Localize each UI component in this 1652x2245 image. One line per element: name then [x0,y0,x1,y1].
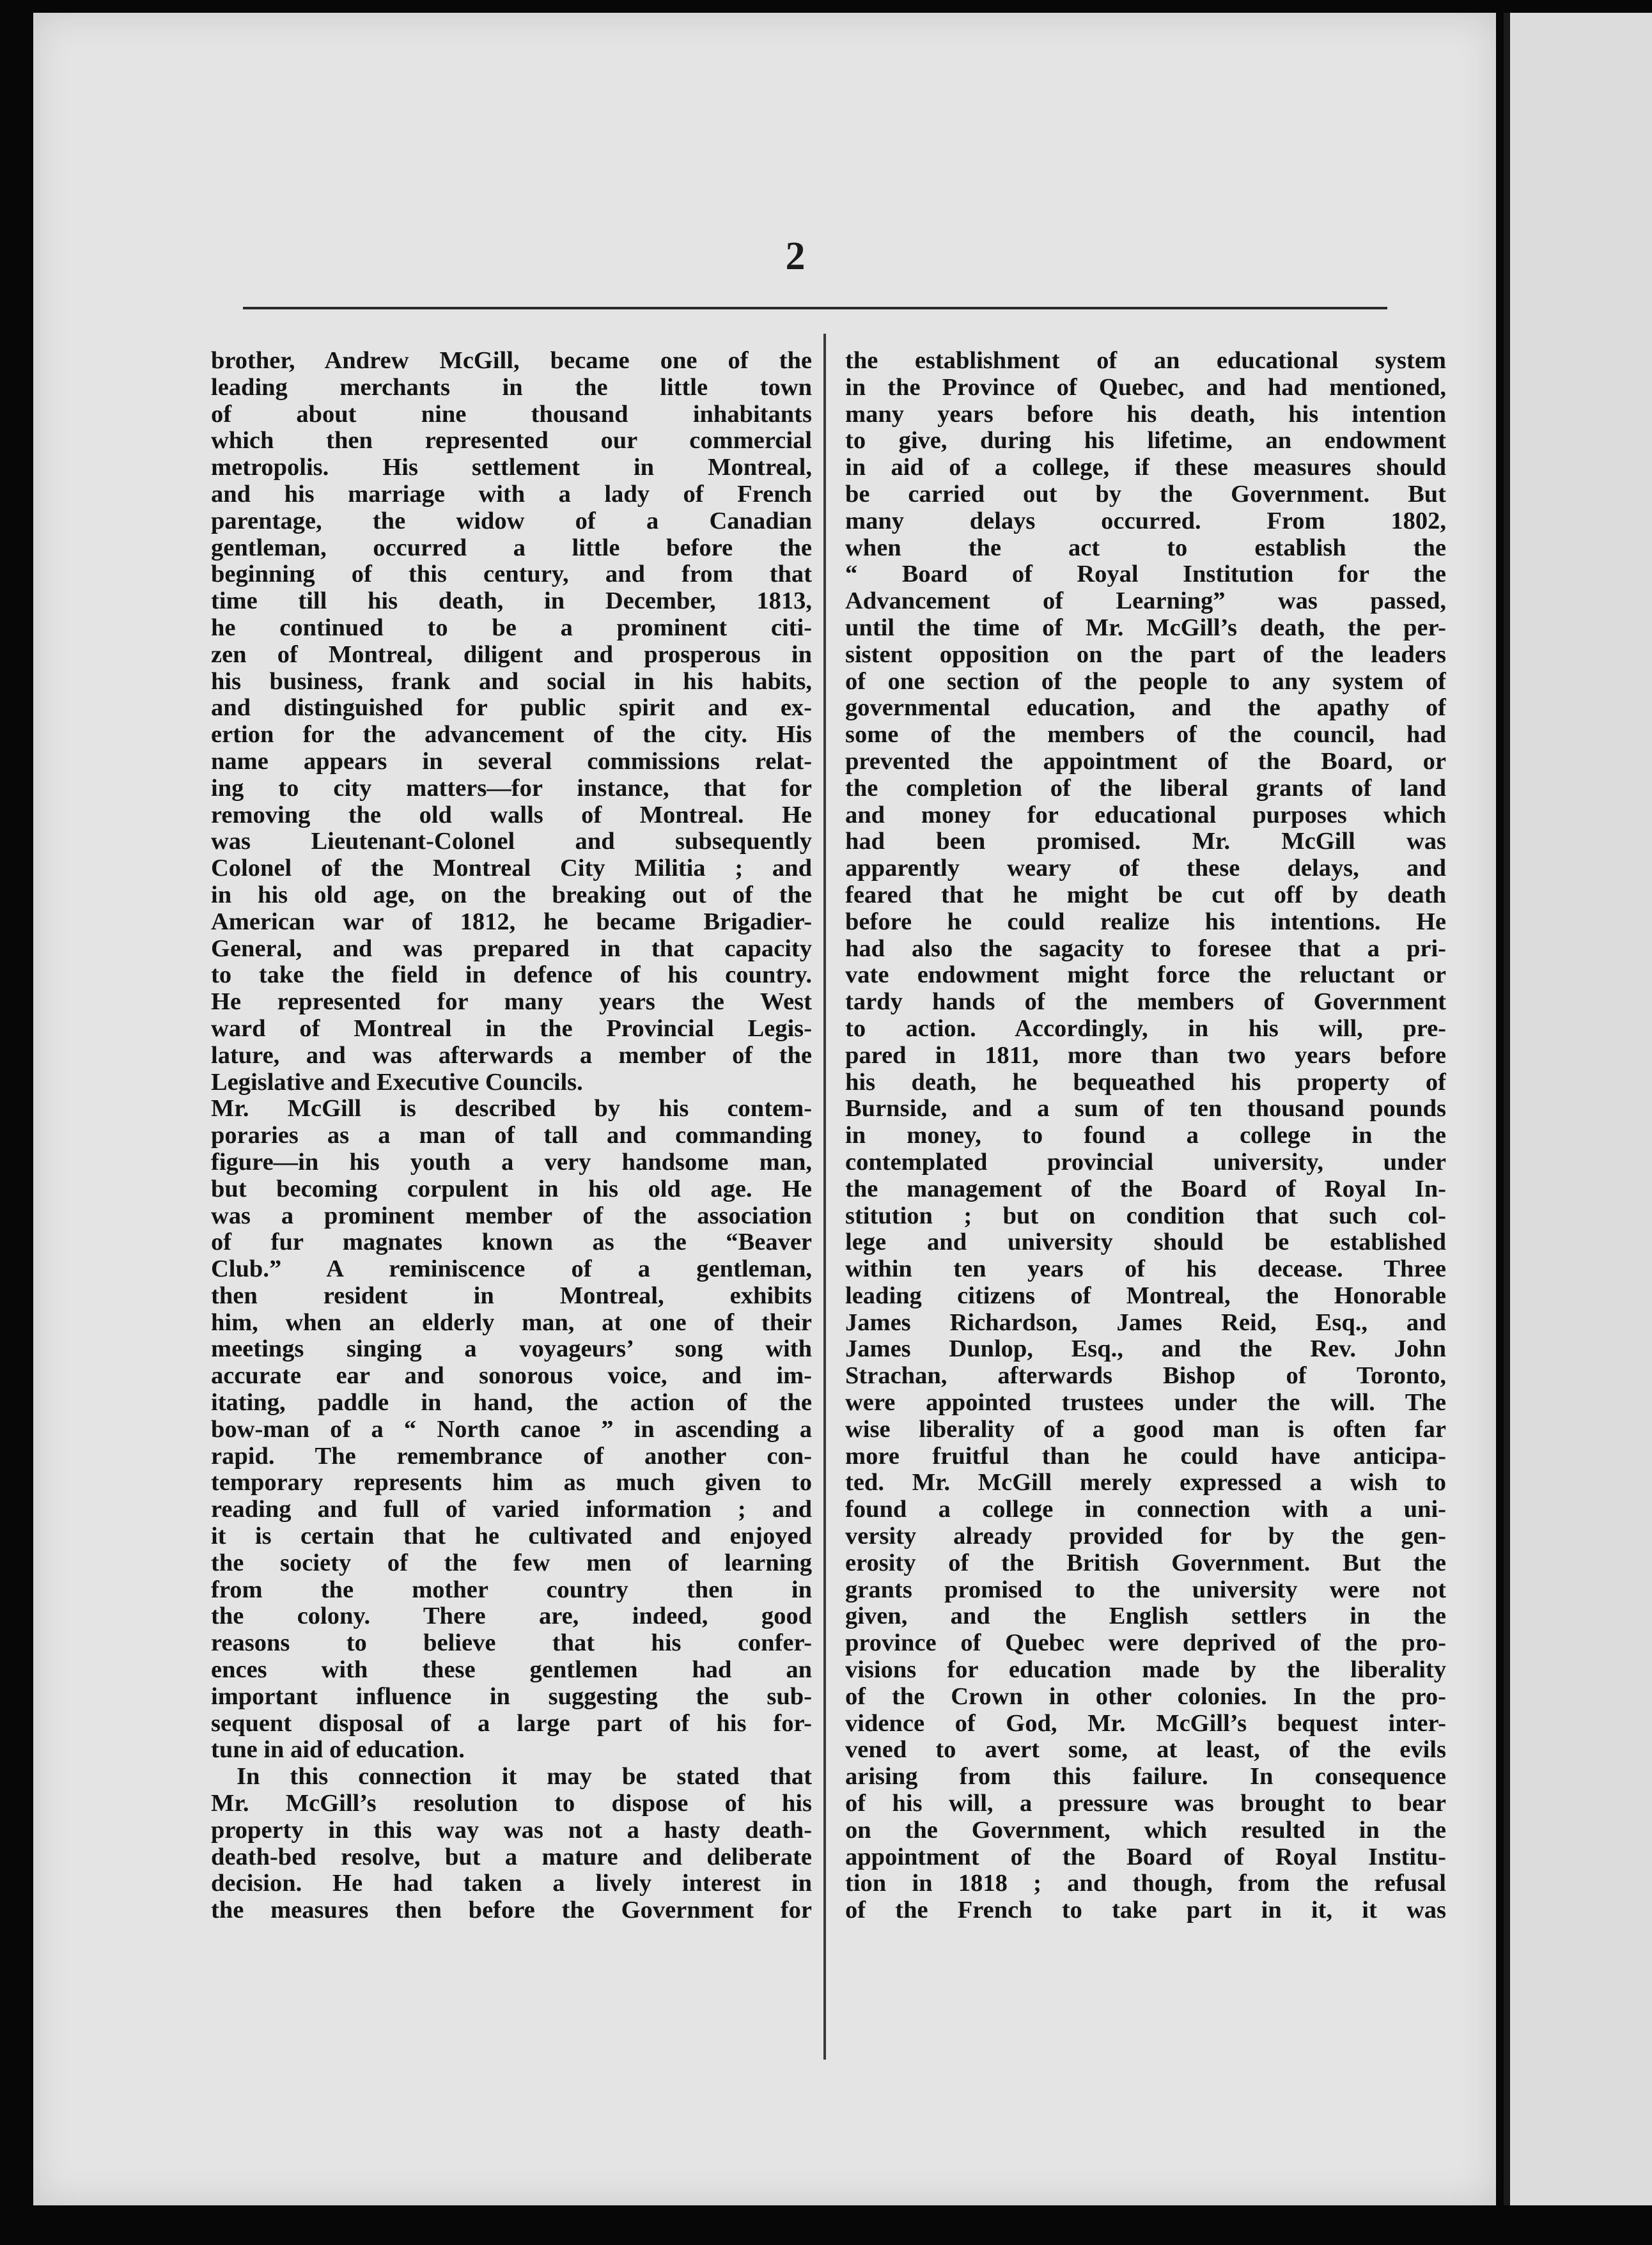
text-line: prevented the appointment of the Board, or [845,748,1446,775]
text-line: vidence of God, Mr. McGill’s bequest inter- [845,1710,1446,1737]
text-line: meetings singing a voyageurs’ song with [211,1336,812,1363]
text-line: his death, he bequeathed his property of [845,1069,1446,1096]
text-line: Club.” A reminiscence of a gentleman, [211,1256,812,1283]
text-line: it is certain that he cultivated and enjoyed [211,1523,812,1550]
text-line: tardy hands of the members of Government [845,989,1446,1016]
text-line: of his will, a pressure was brought to bear [845,1791,1446,1817]
text-line: figure—in his youth a very handsome man, [211,1149,812,1176]
adjacent-page-edge [1504,13,1652,2205]
text-line: temporary represents him as much given to [211,1470,812,1496]
text-line: of the Crown in other colonies. In the pro- [845,1683,1446,1710]
text-line: sistent opposition on the part of the leaders [845,641,1446,668]
text-line: the measures then before the Government for [211,1897,812,1924]
text-line: bow-man of a “ North canoe ” in ascending a [211,1416,812,1443]
text-line: then resident in Montreal, exhibits [211,1282,812,1309]
text-line: had also the sagacity to foresee that a pri- [845,935,1446,962]
text-line: ted. Mr. McGill merely expressed a wish to [845,1470,1446,1496]
text-line: ertion for the advancement of the city. His [211,722,812,749]
text-line: Colonel of the Montreal City Militia ; and [211,855,812,882]
text-line: ences with these gentlemen had an [211,1657,812,1684]
text-line: rapid. The remembrance of another con- [211,1443,812,1470]
text-line: wise liberality of a good man is often far [845,1416,1446,1443]
text-line: had been promised. Mr. McGill was [845,828,1446,855]
text-line: grants promised to the university were not [845,1576,1446,1603]
text-line: tion in 1818 ; and though, from the refusal [845,1870,1446,1897]
text-line: he continued to be a prominent citi- [211,614,812,641]
text-line: arising from this failure. In consequence [845,1764,1446,1791]
text-line: in aid of a college, if these measures should [845,454,1446,481]
text-line: in the Province of Quebec, and had mentioned, [845,374,1446,401]
text-line: before he could realize his intentions. He [845,908,1446,935]
text-line: given, and the English settlers in the [845,1603,1446,1630]
text-line: many delays occurred. From 1802, [845,508,1446,534]
text-line: death-bed resolve, but a mature and deliberate [211,1844,812,1870]
text-line: in money, to found a college in the [845,1122,1446,1149]
text-line: but becoming corpulent in his old age. He [211,1176,812,1202]
text-line: lature, and was afterwards a member of the [211,1042,812,1069]
text-line: the colony. There are, indeed, good [211,1603,812,1630]
text-line: ward of Montreal in the Provincial Legis- [211,1015,812,1042]
text-line: some of the members of the council, had [845,722,1446,749]
text-line: pared in 1811, more than two years before [845,1042,1446,1069]
text-line: to give, during his lifetime, an endowment [845,428,1446,454]
text-line: of about nine thousand inhabitants [211,401,812,428]
text-line: Mr. McGill is described by his contem- [211,1096,812,1122]
text-line: James Dunlop, Esq., and the Rev. John [845,1336,1446,1363]
text-line: leading citizens of Montreal, the Honorable [845,1282,1446,1309]
text-line: on the Government, which resulted in the [845,1817,1446,1844]
text-line: the society of the few men of learning [211,1550,812,1576]
text-line: his business, frank and social in his habits, [211,668,812,695]
text-line: removing the old walls of Montreal. He [211,802,812,828]
text-line: In this connection it may be stated that [237,1764,812,1791]
text-line: of fur magnates known as the “Beaver [211,1229,812,1256]
text-line: be carried out by the Government. But [845,481,1446,508]
text-line: Strachan, afterwards Bishop of Toronto, [845,1363,1446,1390]
text-line: decision. He had taken a lively interest in [211,1870,812,1897]
text-line: beginning of this century, and from that [211,561,812,588]
text-line: of the French to take part in it, it was [845,1897,1446,1924]
text-line: feared that he might be cut off by death [845,882,1446,908]
text-line: zen of Montreal, diligent and prosperous in [211,641,812,668]
column-divider [823,334,826,2060]
text-line: and distinguished for public spirit and ex- [211,695,812,722]
left-column [211,348,812,1924]
text-line: visions for education made by the liberality [845,1657,1446,1684]
text-line: Legislative and Executive Councils. [211,1069,583,1096]
text-line: metropolis. His settlement in Montreal, [211,454,812,481]
text-line: was Lieutenant-Colonel and subsequently [211,828,812,855]
text-line: the completion of the liberal grants of land [845,775,1446,802]
text-line: the management of the Board of Royal In- [845,1176,1446,1202]
text-line: itating, paddle in hand, the action of the [211,1390,812,1417]
text-line: “ Board of Royal Institution for the [845,561,1446,588]
text-line: important influence in suggesting the sub- [211,1683,812,1710]
text-line: found a college in connection with a uni- [845,1496,1446,1523]
text-line: within ten years of his decease. Three [845,1256,1446,1283]
text-line: was a prominent member of the association [211,1202,812,1229]
right-column [845,348,1446,1924]
text-line: time till his death, in December, 1813, [211,588,812,615]
text-line: and his marriage with a lady of French [211,481,812,508]
text-line: leading merchants in the little town [211,374,812,401]
text-line: accurate ear and sonorous voice, and im- [211,1363,812,1390]
text-line: when the act to establish the [845,534,1446,561]
text-line: reading and full of varied information ; and [211,1496,812,1523]
text-line: him, when an elderly man, at one of their [211,1309,812,1336]
text-line: until the time of Mr. McGill’s death, the per- [845,614,1446,641]
text-line: which then represented our commercial [211,428,812,454]
text-line: American war of 1812, he became Brigadier- [211,908,812,935]
text-line: sequent disposal of a large part of his for- [211,1710,812,1737]
text-line: lege and university should be established [845,1229,1446,1256]
text-line: from the mother country then in [211,1576,812,1603]
text-line: appointment of the Board of Royal Institu- [845,1844,1446,1870]
text-line: and money for educational purposes which [845,802,1446,828]
text-line: ing to city matters—for instance, that for [211,775,812,802]
text-line: to action. Accordingly, in his will, pre- [845,1015,1446,1042]
text-line: more fruitful than he could have anticipa- [845,1443,1446,1470]
text-line: of one section of the people to any system of [845,668,1446,695]
page-number: 2 [785,235,806,278]
text-line: brother, Andrew McGill, became one of the [211,348,812,374]
text-line: versity already provided for by the gen- [845,1523,1446,1550]
text-line: parentage, the widow of a Canadian [211,508,812,534]
text-line: many years before his death, his intention [845,401,1446,428]
text-line: erosity of the British Government. But the [845,1550,1446,1576]
text-line: the establishment of an educational system [845,348,1446,374]
text-line: poraries as a man of tall and commanding [211,1122,812,1149]
text-line: governmental education, and the apathy of [845,695,1446,722]
text-line: province of Quebec were deprived of the pro- [845,1630,1446,1657]
text-line: apparently weary of these delays, and [845,855,1446,882]
text-line: tune in aid of education. [211,1737,465,1764]
text-line: stitution ; but on condition that such col- [845,1202,1446,1229]
text-line: vened to avert some, at least, of the evils [845,1737,1446,1764]
text-line: gentleman, occurred a little before the [211,534,812,561]
text-line: in his old age, on the breaking out of the [211,882,812,908]
text-line: reasons to believe that his confer- [211,1630,812,1657]
text-line: Mr. McGill’s resolution to dispose of his [211,1791,812,1817]
text-line: contemplated provincial university, under [845,1149,1446,1176]
text-line: James Richardson, James Reid, Esq., and [845,1309,1446,1336]
text-line: Advancement of Learning” was passed, [845,588,1446,615]
header-rule [243,307,1387,309]
text-line: Burnside, and a sum of ten thousand pounds [845,1096,1446,1122]
text-line: vate endowment might force the reluctant or [845,962,1446,989]
text-line: He represented for many years the West [211,989,812,1016]
text-line: to take the field in defence of his country. [211,962,812,989]
text-line: General, and was prepared in that capacity [211,935,812,962]
text-line: were appointed trustees under the will. The [845,1390,1446,1417]
text-line: name appears in several commissions relat- [211,748,812,775]
text-line: property in this way was not a hasty death- [211,1817,812,1844]
